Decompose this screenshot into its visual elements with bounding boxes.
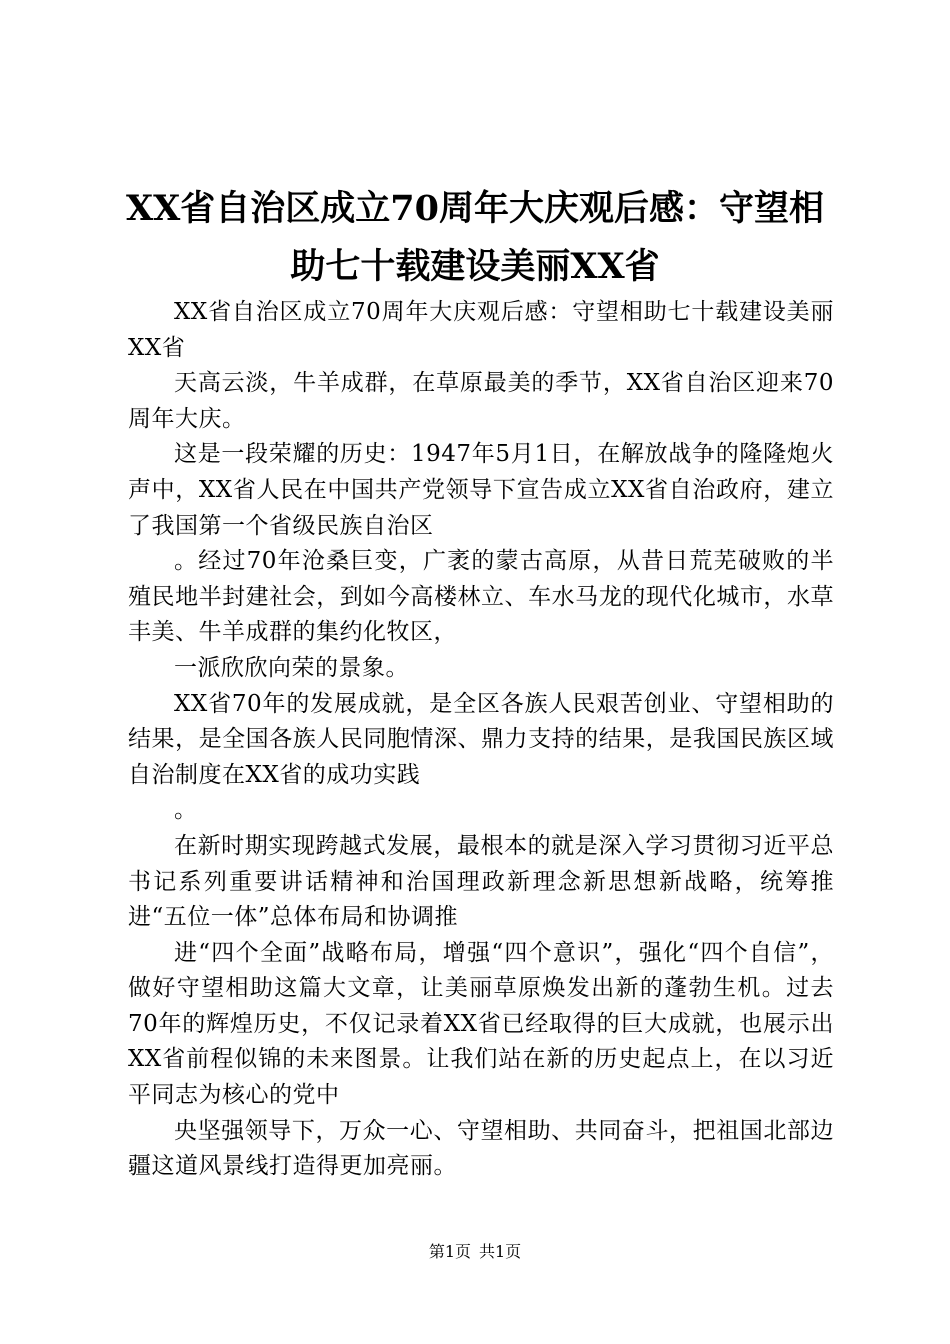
paragraph-2: 天高云淡，牛羊成群，在草原最美的季节，XX省自治区迎来70周年大庆。 [128,370,834,432]
page-number: 第1页 [428,1242,471,1261]
document-body [128,295,834,1185]
paragraph-8: 在新时期实现跨越式发展，最根本的就是深入学习贯彻习近平总书记系列重要讲话精神和治国理政新理念新思想新战略，统筹推进“五位一体”总体布局和协调推 [128,832,834,931]
document-title: XX省自治区成立70周年大庆观后感：守望相助七十载建设美丽XX省 [125,188,825,287]
paragraph-4: 。经过70年沧桑巨变，广袤的蒙古高原，从昔日荒芜破败的半殖民地半封建社会，到如今高楼林立、车水马龙的现代化城市，水草丰美、牛羊成群的集约化牧区， [128,548,834,646]
paragraph-9: 进“四个全面”战略布局，增强“四个意识”，强化“四个自信”，做好守望相助这篇大文章，让美丽草原焕发出新的蓬勃生机。过去70年的辉煌历史，不仅记录着XX省已经取得的巨大成就，也展示出XX省前程似锦的未来图景。让我们站在新的历史起点上，在以习近平同志为核心的党中 [128,939,834,1109]
paragraph-7: 。 [174,797,198,824]
paragraph-3: 这是一段荣耀的历史：1947年5月1日，在解放战争的隆隆炮火声中，XX省人民在中国共产党领导下宣告成立XX省自治政府，建立了我国第一个省级民族自治区 [128,441,834,539]
paragraph-10: 央坚强领导下，万众一心、守望相助、共同奋斗，把祖国北部边疆这道风景线打造得更加亮丽。 [128,1117,834,1180]
page-total: 共1页 [479,1242,522,1261]
paragraph-1: XX省自治区成立70周年大庆观后感：守望相助七十载建设美丽XX省 [128,299,834,361]
paragraph-6: XX省70年的发展成就，是全区各族人民艰苦创业、守望相助的结果，是全国各族人民同胞情深、鼎力支持的结果，是我国民族区域自治制度在XX省的成功实践 [128,690,834,788]
page-footer [0,1241,950,1263]
paragraph-5: 一派欣欣向荣的景象。 [174,654,409,681]
